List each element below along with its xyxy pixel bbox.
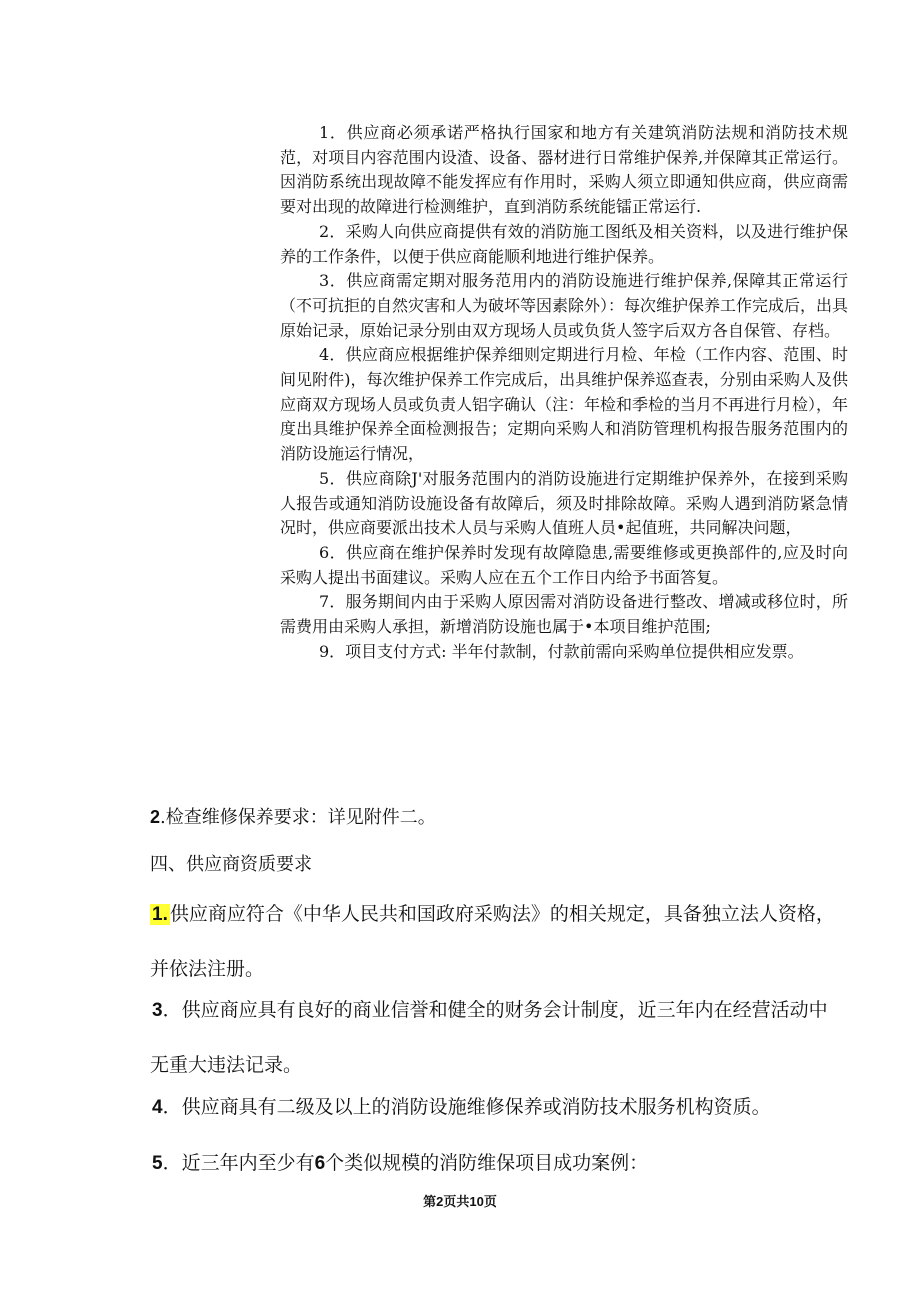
obligation-item-5: 5．供应商除J'对服务范围内的消防设施进行定期维护保养外，在接到采购人报告或通知消防设施设备有故障后，须及时排除故障。采购人遇到消防紧急情况时，供应商要派出技术人员与采购人值班人员•起值班，共同解决问题， [280, 468, 848, 538]
qualification-number: 4 [152, 1097, 163, 1118]
obligation-item-7: 7．服务期间内由于采购人原因需对消防设备进行整改、增减或移位时，所需费用由采购人承担，新增消防设施也属于•本项目维护范围; [280, 592, 848, 637]
requirement-text: .检查维修保养要求：详见附件二。 [160, 807, 436, 828]
page-number-footer: 第2页共10页 [423, 1194, 497, 1209]
qualification-item-3 [150, 983, 840, 1093]
qualification-number: 3 [152, 1000, 163, 1021]
obligation-item-1: 1．供应商必须承诺严格执行国家和地方有关建筑消防法规和消防技术规范，对项目内容范围内设渣、设备、器材进行日常维护保养,并保障其正常运行。因消防系统出现故障不能发挥应有作用时，采购人须立即通知供应商，供应商需要对出现的故障进行检测维护，直到消防系统能镭正常运行. [280, 123, 848, 217]
obligation-item-6: 6．供应商在维护保养时发现有故障隐患,需要维修或更换部件的,应及时向采购人提出书面建议。采购人应在五个工作日内给予书面答复。 [280, 542, 848, 587]
qualification-item-5 [150, 1136, 840, 1191]
section-heading: 四、供应商资质要求 [150, 854, 312, 875]
obligation-item-2: 2．采购人向供应商提供有效的消防施工图纸及相关资料，以及进行维护保养的工作条件，以便于供应商能顺利地进行维护保养。 [280, 221, 848, 266]
obligation-item-9: 9．项目支付方式: 半年付款制，付款前需向采购单位提供相应发票。 [319, 641, 804, 661]
qualification-item-1 [150, 887, 840, 997]
qualification-item-4 [150, 1080, 840, 1135]
requirement-number: 2 [150, 807, 161, 827]
maintenance-requirement [150, 803, 436, 829]
case-count: 6 [314, 1153, 326, 1174]
qualification-text-end: 个类似规模的消防维保项目成功案例： [325, 1152, 649, 1174]
qualification-text: ．近三年内至少有 [162, 1152, 315, 1174]
qualification-number: 5 [152, 1153, 163, 1174]
qualification-text: ．供应商应具有良好的商业信誉和健全的财务会计制度，近三年内在经营活动中无重大违法记录。 [150, 999, 828, 1076]
qualification-text: 供应商应符合《中华人民共和国政府采购法》的相关规定，具备独立法人资格，并依法注册。 [150, 903, 835, 980]
obligations-list [280, 121, 848, 664]
qualification-text: ．供应商具有二级及以上的消防设施维修保养或消防技术服务机构资质。 [162, 1096, 771, 1118]
obligation-item-3: 3．供应商需定期对服务范用内的消防设施进行维护保养,保障其正常运行（不可抗拒的自然灾害和人为破坏等因素除外）：每次维护保养工作完成后，出具原始记录，原始记录分别由双方现场人员或负货人签字后双方各自保管、存档。 [280, 271, 849, 340]
obligation-item-4: 4．供应商应根据维护保养细则定期进行月检、年检（工作内容、范围、时间见附件)，每次维护保养工作完成后，出具维护保养巡查表，分别由采购人及供应商双方现场人员或负责人铝字确认（注：年检和季检的当月不再进行月检），年度出具维护保养全面检测报告；定期向采购人和消防管理机构报告服务范围内的消防设施运行情况， [280, 345, 849, 464]
qualification-number-highlighted: 1. [152, 904, 168, 925]
